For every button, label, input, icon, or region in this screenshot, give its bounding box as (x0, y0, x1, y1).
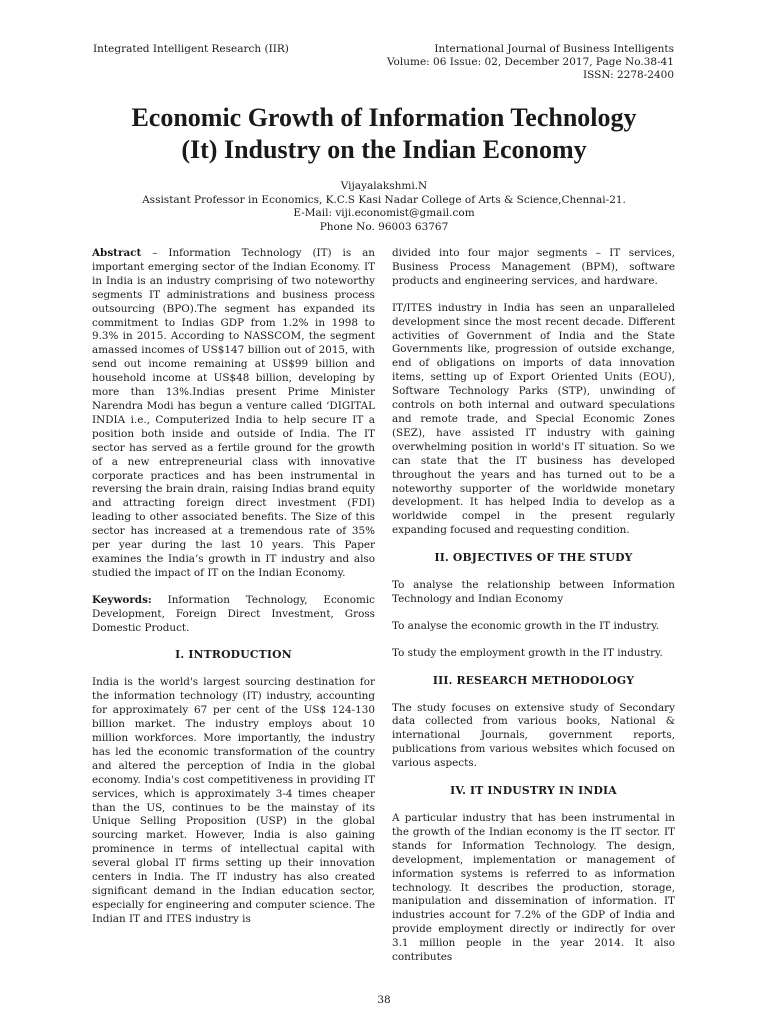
keywords (92, 594, 375, 636)
page-number: 38 (377, 994, 391, 1006)
abstract (92, 247, 375, 581)
author-affiliation: Assistant Professor in Economics, K.C.S Kasi Nadar College of Arts & Science,Chennai-21. (142, 193, 626, 206)
ites-paragraph: IT/ITES industry in India has seen an unparalleled development since the most recent decade. Different activities of Government of India and the State Governments like, progression of outside exchange, end of obligations on imports of data innovation items, setting up of Export Oriented Units (EOU), Software Technology Parks (STP), unwinding of controls on both internal and outward speculations and remote trade, and Special Economic Zones (SEZ), have assisted IT industry with gaining overwhelming position in world's IT situation. So we can state that the IT business has developed throughout the years and has turned out to be a noteworthy supporter of the worldwide monetary development. It has helped India to develop as a worldwide compel in the present regularly expanding focused and requesting condition. (392, 301, 675, 537)
author-block (80, 180, 688, 234)
title-line-1: Economic Growth of Information Technology (131, 103, 637, 132)
intro-continuation: divided into four major segments – IT services, Business Process Management (BPM), software products and engineering services, and hardware. (392, 247, 675, 287)
introduction-text: India is the world's largest sourcing destination for the information technology (IT) industry, accounting for approximately 67 per cent of the US$ 124-130 billion market. The industry employs about 10 million workforces. More importantly, the industry has led the economic transformation of the country and altered the perception of India in the global economy. India's cost competitiveness in providing IT services, which is approximately 3-4 times cheaper than the US, continues to be the mainstay of its Unique Selling Proposition (USP) in the global sourcing market. However, India is also gaining prominence in terms of intellectual capital with several global IT firms setting up their innovation centers in India. The IT industry has also created significant demand in the Indian education sector, especially for engineering and computer science. The Indian IT and ITES industry is (92, 676, 375, 925)
section-heading-introduction: I. INTRODUCTION (175, 648, 292, 662)
author-name: Vijayalakshmi.N (340, 180, 428, 192)
running-header-right (387, 43, 674, 82)
section-heading-objectives: II. OBJECTIVES OF THE STUDY (434, 551, 633, 565)
running-header-left: Integrated Intelligent Research (IIR) (93, 43, 289, 55)
volume-info: Volume: 06 Issue: 02, December 2017, Page No.38-41 (386, 56, 674, 68)
objective-3: To study the employment growth in the IT industry. (392, 646, 663, 659)
left-column (92, 247, 375, 927)
objective-2: To analyse the economic growth in the IT industry. (392, 619, 660, 632)
section-heading-methodology: III. RESEARCH METHODOLOGY (432, 673, 635, 687)
keywords-text: Information Technology, Economic Development, Foreign Direct Investment, Gross Domestic Product. (92, 593, 375, 634)
author-phone: Phone No. 96003 63767 (319, 220, 449, 233)
right-column (392, 247, 675, 965)
objective-1: To analyse the relationship between Information Technology and Indian Economy (392, 579, 675, 605)
issn: ISSN: 2278-2400 (582, 69, 674, 81)
journal-name: International Journal of Business Intelligents (434, 43, 674, 55)
section-heading-it-industry: IV. IT INDUSTRY IN INDIA (450, 784, 617, 798)
keywords-label: Keywords: (92, 593, 152, 606)
title-line-2: (It) Industry on the Indian Economy (181, 135, 587, 164)
author-email: E-Mail: viji.economist@gmail.com (293, 207, 475, 219)
methodology-text: The study focuses on extensive study of Secondary data collected from various books, National & international Journals, government reports, publications from various websites which focused on various aspects. (392, 701, 675, 770)
paper-title (60, 102, 708, 166)
it-industry-text: A particular industry that has been instrumental in the growth of the Indian economy is the IT sector. IT stands for Information Technology. The design, development, implementation or management of information systems is referred to as information technology. It describes the production, storage, manipulation and dissemination of information. IT industries account for 7.2% of the GDP of India and provide employment directly or indirectly for over 3.1 million people in the year 2014. It also contributes (392, 812, 675, 964)
abstract-label: Abstract (92, 247, 142, 259)
abstract-text: – Information Technology (IT) is an important emerging sector of the Indian Economy. IT in India is an industry comprising of two noteworthy segments IT administrations and business process outsourcing (BPO).The segment has expanded its commitment to Indias GDP from 1.2% in 1998 to 9.3% in 2015. According to NASSCOM, the segment amassed incomes of US$147 billion out of 2015, with send out income remaining at US$99 billion and household income at US$48 billion, developing by more than 13%.Indias present Prime Minister Narendra Modi has begun a venture called ‘DIGITAL INDIA i.e., Computerized India to help secure IT a position both inside and outside of India. The IT sector has served as a fertile ground for the growth of a new entrepreneurial class with innovative corporate practices and has been instrumental in reversing the brain drain, raising Indias brand equity and attracting foreign direct investment (FDI) leading to other associated benefits. The Size of this sector has increased at a tremendous rate of 35% per year during the last 10 years. This Paper examines the India’s growth in IT industry and also studied the impact of IT on the Indian Economy. (92, 247, 375, 579)
